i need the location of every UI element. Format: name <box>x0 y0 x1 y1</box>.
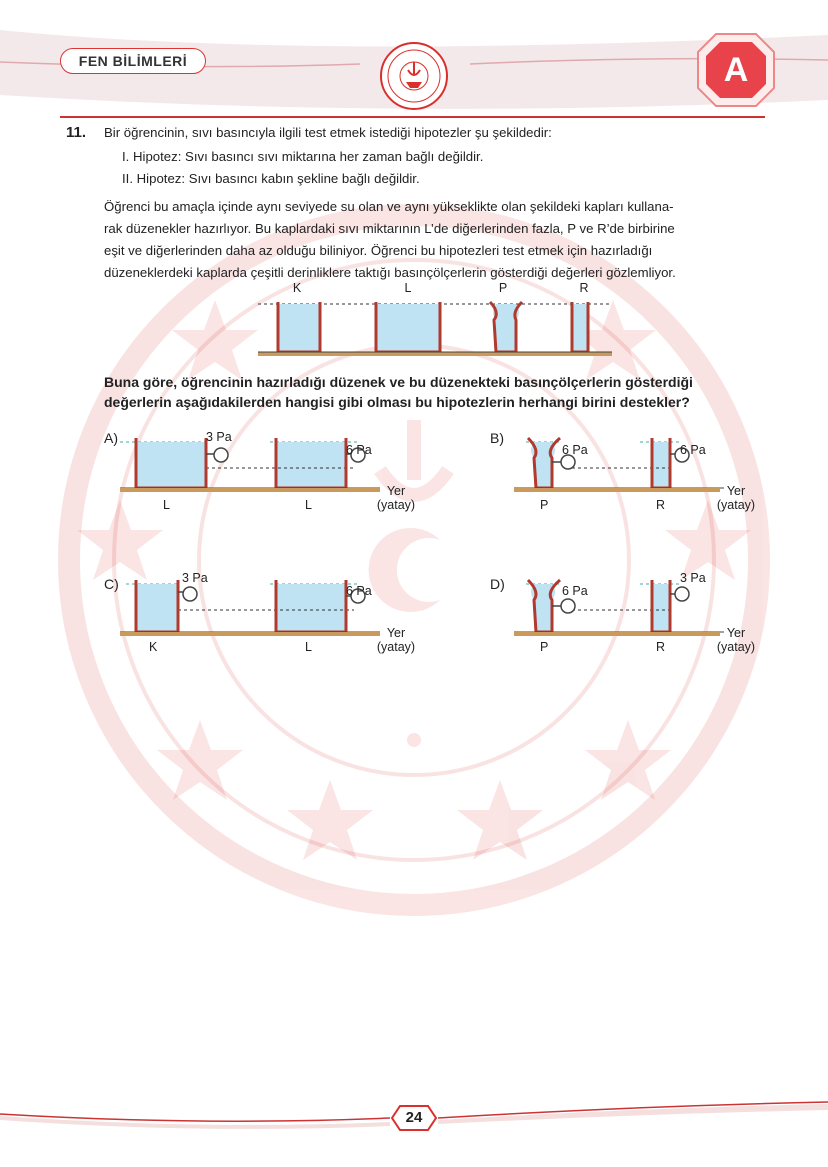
option-a-right-reading: 6 Pa <box>346 443 372 457</box>
option-d-letter[interactable]: D) <box>490 576 505 592</box>
option-d-left-container: P <box>540 640 549 654</box>
option-b-letter[interactable]: B) <box>490 430 504 446</box>
option-a-right-container: L <box>305 498 312 512</box>
question-number: 11. <box>66 124 87 141</box>
ground-note: (yatay) <box>716 498 756 512</box>
question-intro: Bir öğrencinin, sıvı basıncıyla ilgili test etmek istediği hipotezler şu şekildedir: <box>104 125 552 140</box>
paragraph-line: eşit ve diğerlerinden daha az olduğu biliniyor. Öğrenci bu hipotezleri test etmek için hazırladığı <box>104 243 653 258</box>
ground-word: Yer <box>386 626 406 640</box>
option-a-ground-label <box>372 484 420 512</box>
container-label-k: K <box>292 281 302 295</box>
prompt-line: değerlerin aşağıdakilerden hangisi gibi olması bu hipotezlerin herhangi birini destekler? <box>104 394 690 410</box>
option-a-left-container: L <box>163 498 170 512</box>
ground-word: Yer <box>726 484 746 498</box>
option-c-left-reading: 3 Pa <box>182 571 208 585</box>
option-d-ground-label <box>712 626 760 654</box>
option-b-right-reading: 6 Pa <box>680 443 706 457</box>
paragraph-line: Öğrenci bu amaçla içinde aynı seviyede su olan ve aynı yükseklikte olan şekildeki kapları kullana- <box>104 199 674 214</box>
subject-label: FEN BİLİMLERİ <box>60 48 206 74</box>
hypothesis-1: I. Hipotez: Sıvı basıncı sıvı miktarına her zaman bağlı değildir. <box>122 149 484 164</box>
option-d-left-reading: 6 Pa <box>562 584 588 598</box>
option-c-right-container: L <box>305 640 312 654</box>
option-b-left-container: P <box>540 498 549 512</box>
option-b-ground-label <box>712 484 760 512</box>
booklet-letter: A <box>723 51 749 89</box>
ground-word: Yer <box>386 484 406 498</box>
paragraph-line: rak düzenekler hazırlıyor. Bu kaplardaki sıvı miktarının L’de diğerlerinden fazla, P ve R’de birbirine <box>104 221 675 236</box>
paragraph-line: düzeneklerdeki kaplarda çeşitli derinliklere taktığı basınçölçerlerin gösterdiği değerleri gözlemliyor. <box>104 265 676 280</box>
container-label-p: P <box>498 281 508 295</box>
header-divider <box>60 116 765 118</box>
ministry-seal-logo <box>378 40 450 112</box>
question-prompt <box>104 372 764 412</box>
option-b-right-container: R <box>656 498 666 512</box>
option-d-right-reading: 3 Pa <box>680 571 706 585</box>
hypothesis-2: II. Hipotez: Sıvı basıncı kabın şekline bağlı değildir. <box>122 171 420 186</box>
ground-note: (yatay) <box>376 498 416 512</box>
option-a-letter[interactable]: A) <box>104 430 118 446</box>
option-b-left-reading: 6 Pa <box>562 443 588 457</box>
ground-word: Yer <box>726 626 746 640</box>
option-a-left-reading: 3 Pa <box>206 430 232 444</box>
prompt-line: Buna göre, öğrencinin hazırladığı düzenek ve bu düzenekteki basınçölçerlerin gösterdiği <box>104 374 693 390</box>
option-c-right-reading: 6 Pa <box>346 584 372 598</box>
ground-note: (yatay) <box>716 640 756 654</box>
container-label-l: L <box>404 281 412 295</box>
question-paragraph <box>104 196 764 284</box>
option-c-letter[interactable]: C) <box>104 576 119 592</box>
option-c-left-container: K <box>149 640 158 654</box>
page-number: 24 <box>405 1109 423 1126</box>
container-label-r: R <box>579 281 589 295</box>
option-d-right-container: R <box>656 640 666 654</box>
option-c-ground-label <box>372 626 420 654</box>
ground-note: (yatay) <box>376 640 416 654</box>
